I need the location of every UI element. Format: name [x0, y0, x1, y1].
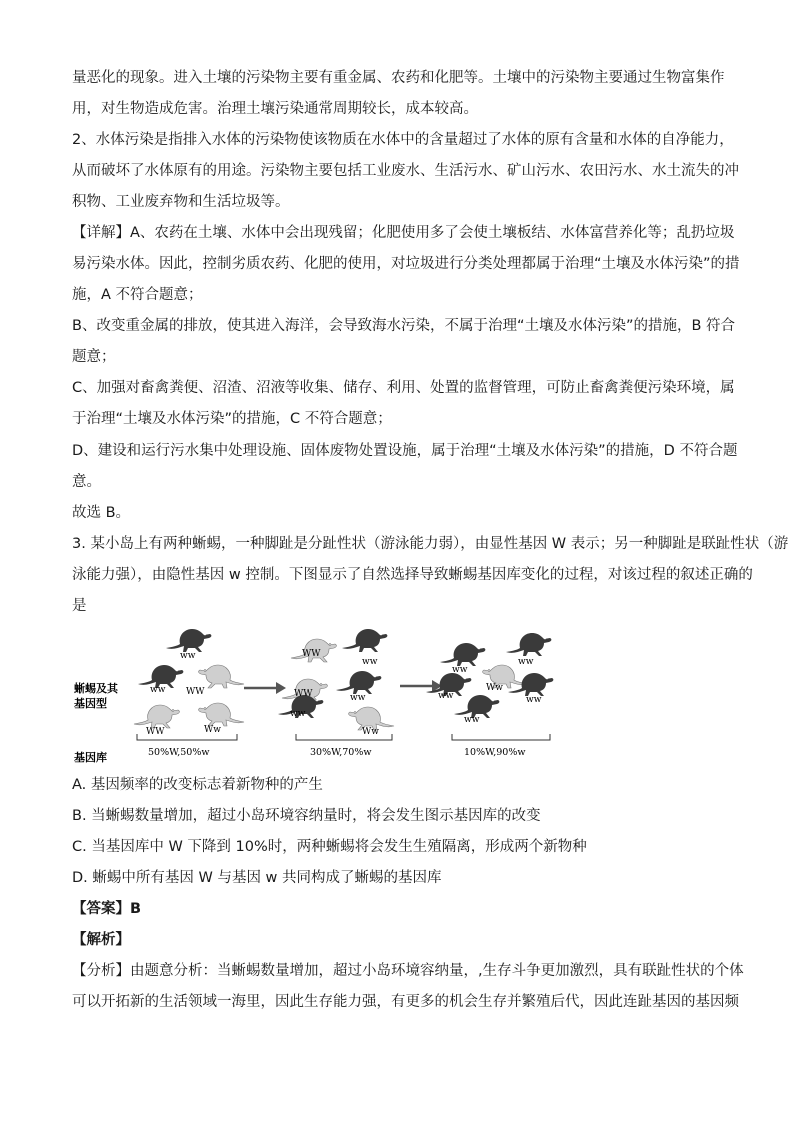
genotype-label: WW [186, 687, 205, 697]
text-line: 易污染水体。因此，控制劣质农药、化肥的使用，对垃圾进行分类处理都属于治理“土壤及水体污染”的措 [72, 256, 740, 272]
figure-label-bottom: 基因型 [74, 697, 107, 710]
text-line: 于治理“土壤及水体污染”的措施，C 不符合题意； [72, 411, 392, 427]
text-line: C、加强对畜禽粪便、沼渣、沼液等收集、储存、利用、处置的监督管理，可防止畜禽粪便污染环境，属 [72, 380, 735, 396]
option-a: A. 基因频率的改变标志着新物种的产生 [72, 777, 323, 793]
genotype-label: ww [362, 657, 378, 667]
text-line: 意。 [72, 474, 101, 490]
lizard-icon [199, 665, 244, 688]
gene-pool-1: 50%W,50%w [148, 747, 210, 758]
genotype-label: ww [438, 691, 454, 701]
genotype-label: ww [452, 665, 468, 675]
text-line: 量恶化的现象。进入土壤的污染物主要有重金属、农药和化肥等。土壤中的污染物主要通过生物富集作 [72, 70, 725, 86]
option-b: B. 当蜥蜴数量增加，超过小岛环境容纳量时，将会发生图示基因库的改变 [72, 808, 541, 824]
genotype-label: ww [290, 709, 306, 719]
lizard-group-3 [426, 633, 553, 758]
genotype-label: ww [180, 651, 196, 661]
arrow-head-icon [276, 682, 286, 694]
lizard-group-2 [278, 629, 394, 758]
lizard-icon [166, 629, 211, 652]
question-text: 3. 某小岛上有两种蜥蜴，一种脚趾是分趾性状（游泳能力弱），由显性基因 W 表示；另一种脚趾是联趾性状（游 [72, 536, 789, 552]
analysis-title: 【解析】 [72, 932, 130, 948]
text-line: 积物、工业废弃物和生活垃圾等。 [72, 194, 290, 210]
lizard-icon [506, 633, 551, 656]
option-c: C. 当基因库中 W 下降到 10%时，两种蜥蜴将会发生生殖隔离，形成两个新物种 [72, 839, 587, 855]
answer-label: 【答案】B [72, 901, 142, 917]
text-line: 故选 B。 [72, 505, 131, 521]
lizard-icon [440, 643, 485, 666]
text-line: 施，A 不符合题意； [72, 287, 203, 303]
lizard-group-1 [134, 629, 244, 758]
lizard-icon [199, 703, 244, 726]
genotype-label: ww [464, 715, 480, 725]
analysis-text: 可以开拓新的生活领域一海里，因此生存能力强，有更多的机会生存并繁殖后代，因此连趾基因的基因频 [72, 994, 739, 1010]
genotype-label: ww [350, 693, 366, 703]
lizard-icon [134, 705, 179, 728]
lizard-icon [342, 629, 387, 652]
question-text: 泳能力强），由隐性基因 w 控制。下图显示了自然选择导致蜥蜴基因库变化的过程，对该过程的叙述正确的 [72, 567, 753, 583]
text-line: 用，对生物造成危害。治理土壤污染通常周期较长，成本较高。 [72, 101, 478, 117]
genotype-label: WW [294, 689, 313, 699]
text-line: 题意； [72, 349, 116, 365]
genotype-label: WW [302, 649, 321, 659]
text-line: 【详解】A、农药在土壤、水体中会出现残留；化肥使用多了会使土壤板结、水体富营养化等；乱扔垃圾 [72, 225, 735, 241]
analysis-text: 【分析】由题意分析：当蜥蜴数量增加，超过小岛环境容纳量，,生存斗争更加激烈，具有联趾性状的个体 [72, 963, 744, 979]
genotype-label: WW [146, 727, 165, 737]
genotype-label: ww [518, 657, 534, 667]
text-line: B、改变重金属的排放，使其进入海洋，会导致海水污染，不属于治理“土壤及水体污染”的措施，B 符合 [72, 318, 736, 334]
text-line: D、建设和运行污水集中处理设施、固体废物处置设施，属于治理“土壤及水体污染”的措施，D 不符合题 [72, 443, 738, 459]
lizard-icon [336, 671, 381, 694]
gene-pool-3: 10%W,90%w [464, 747, 526, 758]
lizard-gene-pool-figure [72, 622, 572, 767]
question-text: 是 [72, 598, 87, 614]
genotype-label: ww [150, 685, 166, 695]
figure-label-top: 蜥蜴及其 [74, 682, 118, 695]
genotype-label: Ww [486, 683, 503, 693]
figure-label-pool: 基因库 [74, 751, 107, 764]
genotype-label: ww [526, 695, 542, 705]
gene-pool-2: 30%W,70%w [310, 747, 372, 758]
genotype-label: Ww [204, 725, 221, 735]
lizard-icon [508, 673, 553, 696]
genotype-label: Ww [362, 727, 379, 737]
text-line: 从而破坏了水体原有的用途。污染物主要包括工业废水、生活污水、矿山污水、农田污水、水土流失的冲 [72, 163, 739, 179]
option-d: D. 蜥蜴中所有基因 W 与基因 w 共同构成了蜥蜴的基因库 [72, 870, 442, 886]
text-line: 2、水体污染是指排入水体的污染物使该物质在水体中的含量超过了水体的原有含量和水体的自净能力， [72, 132, 734, 148]
